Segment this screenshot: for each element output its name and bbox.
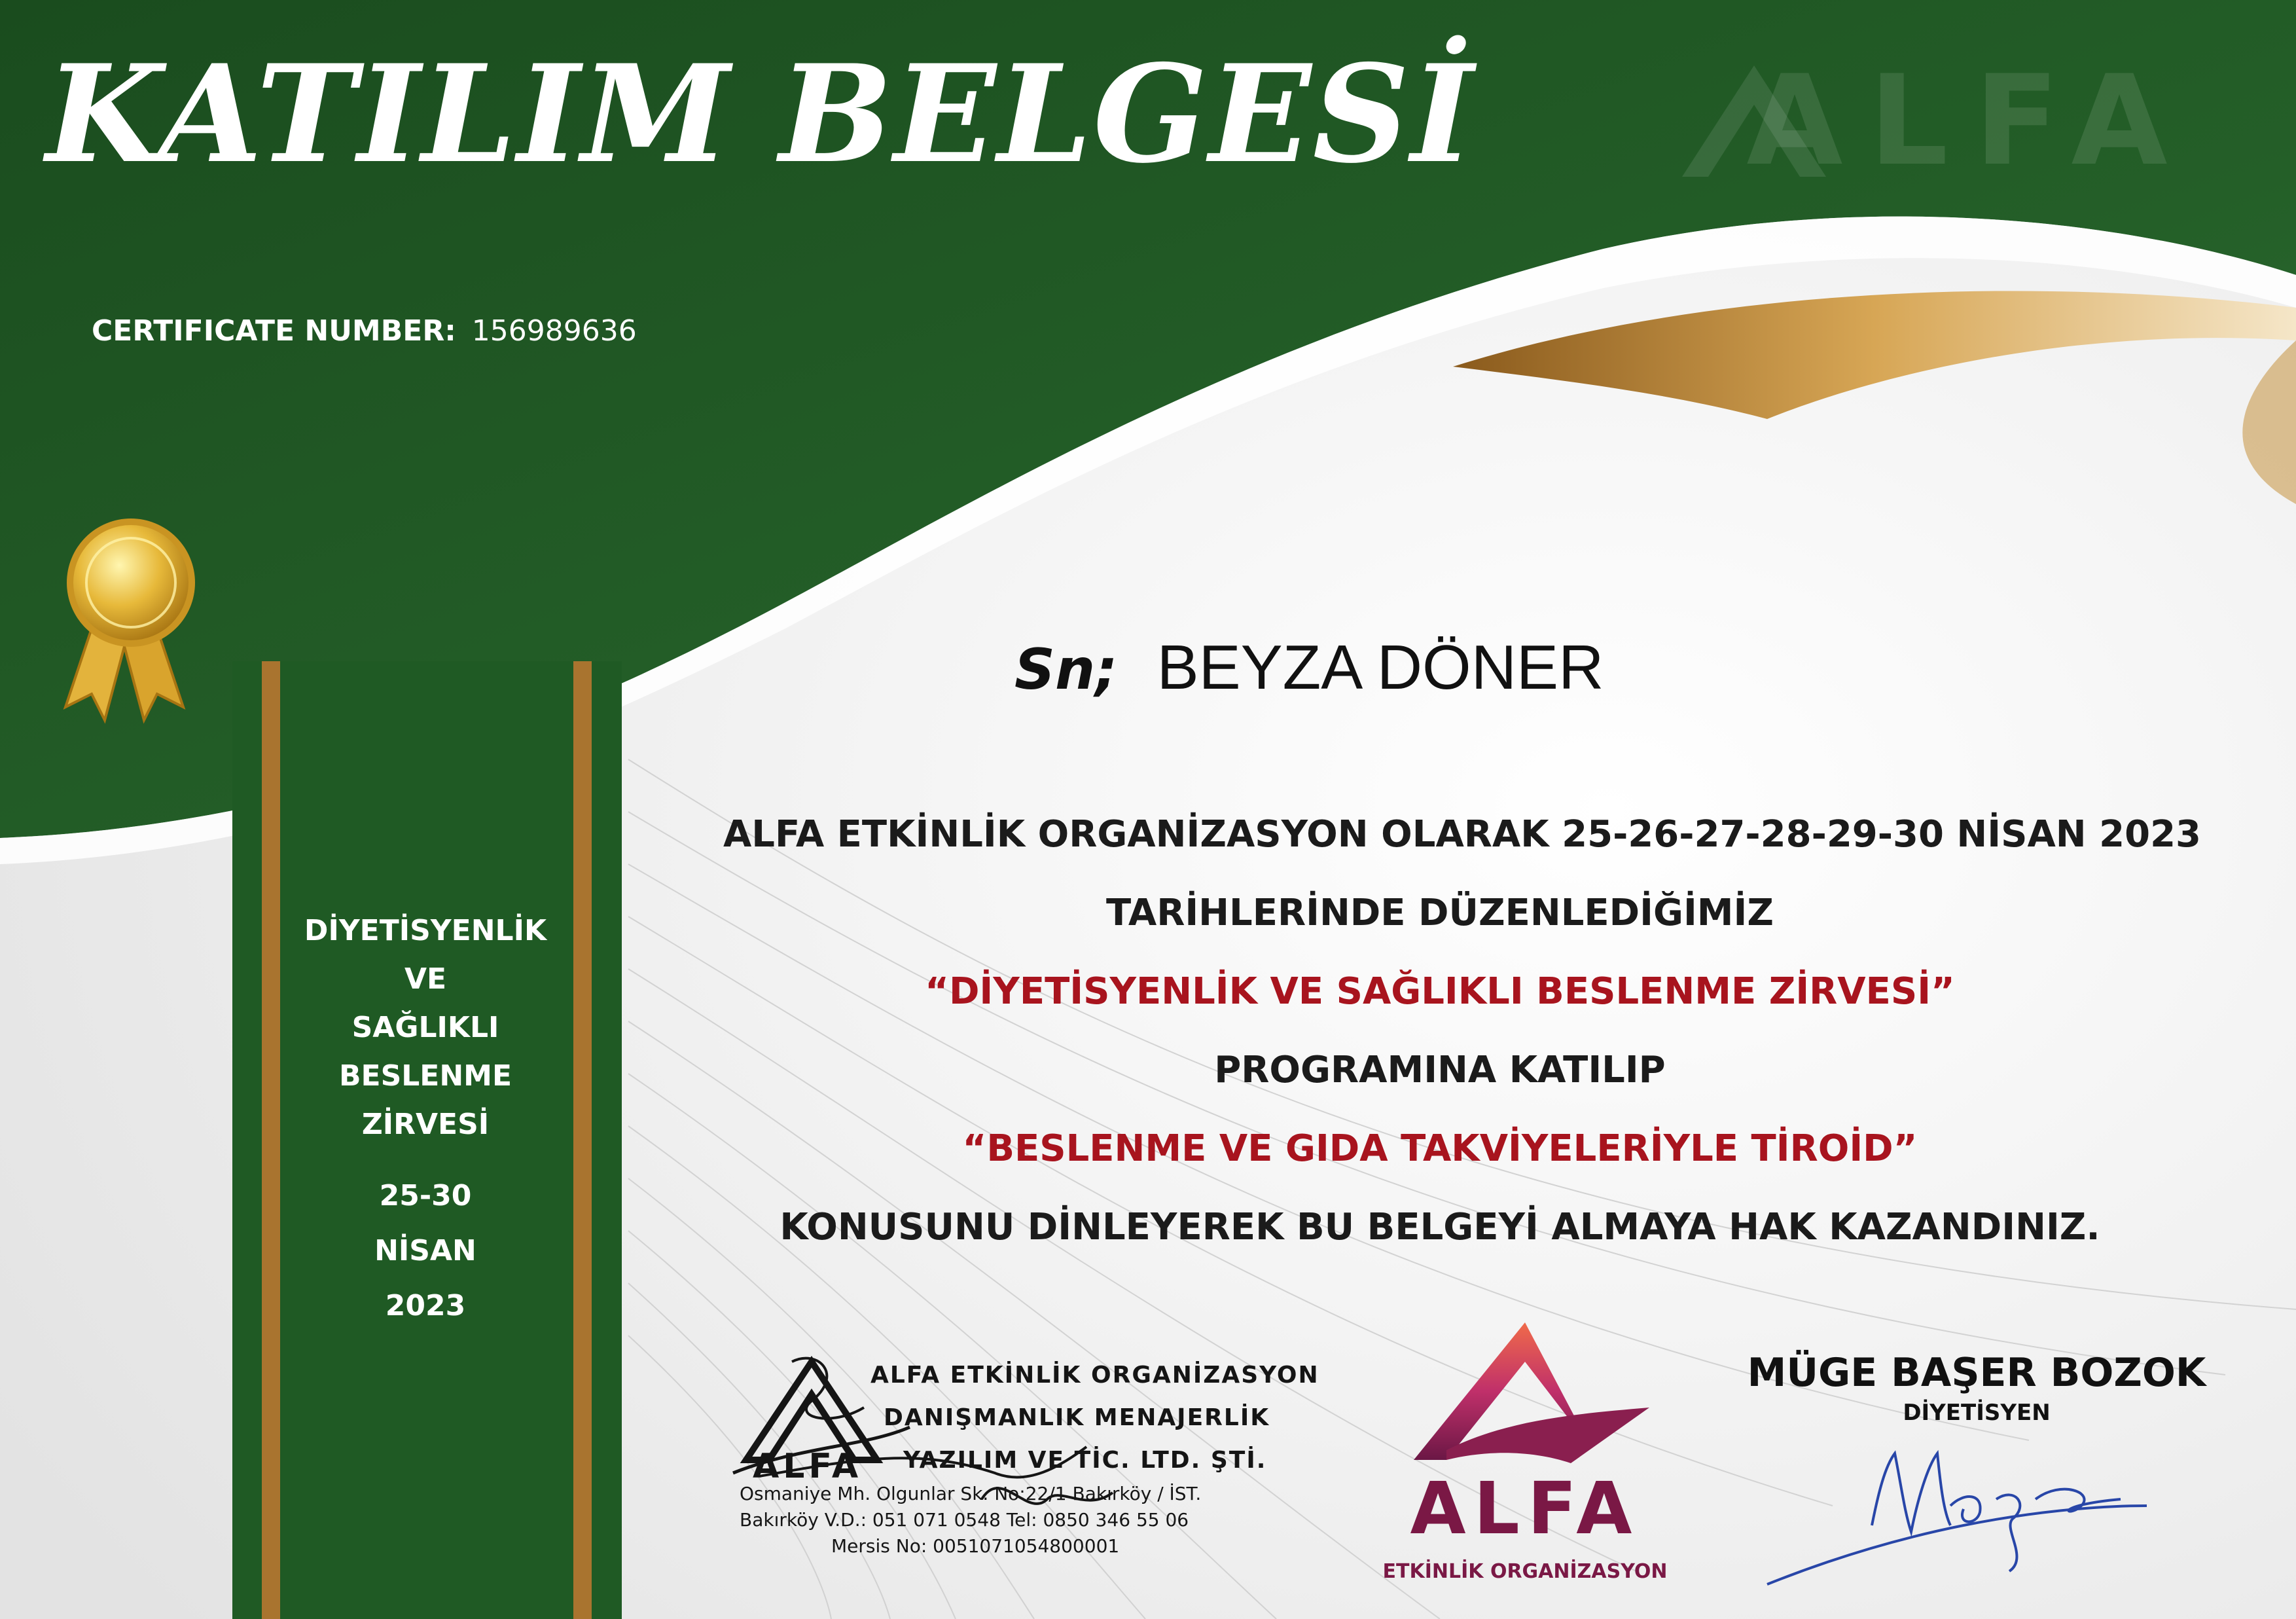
stamp-tax: Bakırköy V.D.: 051 071 0548 Tel: 0850 346 55 06: [740, 1509, 1189, 1531]
sidebar-date-line: 25-30: [379, 1179, 472, 1212]
sidebar-line: BESLENME: [338, 1059, 512, 1093]
sidebar-event-name: [236, 907, 615, 1149]
body-line-2: TARİHLERİNDE DÜZENLEDİĞİMİZ: [1106, 892, 1774, 934]
sidebar-date-line: 2023: [385, 1289, 466, 1322]
watermark-logo: [1676, 48, 2265, 193]
sidebar-line: SAĞLIKLI: [351, 1011, 499, 1044]
recipient-salutation: Sn;: [1014, 637, 1118, 702]
stamp-company-line: YAZILIM VE TİC. LTD. ŞTİ.: [903, 1447, 1267, 1474]
sidebar-event-date: [236, 1169, 615, 1334]
company-stamp: [720, 1349, 1319, 1571]
signer-signature: [1754, 1427, 2173, 1597]
signer-name: MÜGE BAŞER BOZOK: [1747, 1350, 2206, 1396]
recipient: [1014, 632, 1604, 704]
recipient-name: BEYZA DÖNER: [1157, 632, 1604, 702]
alfa-logo-word: ALFA: [1410, 1466, 1640, 1550]
body-line-6: KONUSUNU DİNLEYEREK BU BELGEYİ ALMAYA HAK KAZANDINIZ.: [780, 1206, 2100, 1248]
certificate-number: [92, 314, 637, 348]
sidebar-line: DİYETİSYENLİK: [304, 914, 547, 947]
stamp-company-line: ALFA ETKİNLİK ORGANİZASYON: [870, 1362, 1319, 1389]
stamp-logo-word: ALFA: [753, 1447, 863, 1486]
body-line-1: ALFA ETKİNLİK ORGANİZASYON OLARAK 25-26-27-28-29-30 NİSAN 2023: [723, 813, 2202, 856]
stamp-address: Osmaniye Mh. Olgunlar Sk. No:22/1 Bakırköy / İST.: [740, 1483, 1202, 1504]
sidebar-line: ZİRVESİ: [361, 1108, 490, 1141]
signer-role: DİYETİSYEN: [1903, 1400, 2051, 1426]
body-line-4: PROGRAMINA KATILIP: [1214, 1049, 1666, 1091]
stamp-company-line: DANIŞMANLIK MENAJERLİK: [884, 1404, 1270, 1431]
sidebar-line: VE: [404, 962, 447, 996]
certificate-title: KATILIM BELGESİ: [46, 36, 1475, 193]
talk-title: “BESLENME VE GIDA TAKVİYELERİYLE TİROİD”: [962, 1127, 1918, 1170]
award-seal-icon: [39, 511, 209, 727]
certificate-number-label: CERTIFICATE NUMBER:: [92, 314, 456, 348]
sidebar-date-line: NİSAN: [374, 1234, 476, 1267]
stamp-mersis: Mersis No: 0051071054800001: [831, 1535, 1120, 1557]
event-name: “DİYETİSYENLİK VE SAĞLIKLI BESLENME ZİRVESİ”: [925, 970, 1955, 1013]
watermark-text: ALFA: [1746, 48, 2194, 193]
certificate-number-value: 156989636: [471, 314, 637, 348]
stamp-signature: [720, 1349, 1283, 1571]
alfa-logo-subtitle: ETKİNLİK ORGANİZASYON: [1382, 1560, 1668, 1583]
alfa-logo-icon: [1374, 1309, 1676, 1597]
